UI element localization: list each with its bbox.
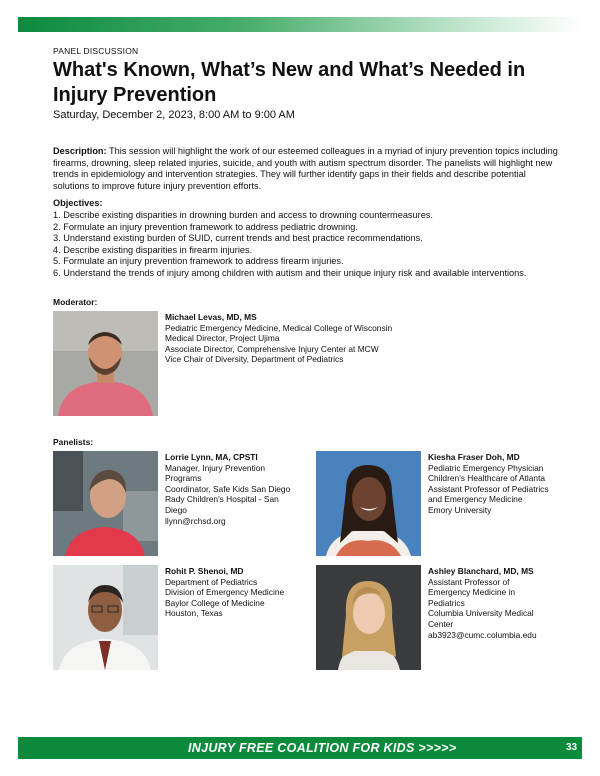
panelist-bio-rohit-shenoi [165,566,305,619]
bio-line: Emergency Medicine in [428,587,516,598]
bio-line: Houston, Texas [165,608,223,619]
footer-bar [18,737,582,759]
panelist-name: Ashley Blanchard, MD, MS [428,566,534,576]
objective-item: 3. Understand existing burden of SUID, current trends and best practice recommendations. [53,233,423,244]
bio-line: Manager, Injury Prevention [165,462,266,473]
moderator-name: Michael Levas, MD, MS [165,312,257,322]
bio-line: Rady Children's Hospital - San [165,494,279,505]
email-text: llynn@rchsd.org [165,515,226,526]
moderator-photo [53,311,158,416]
bio-line: Associate Director, Comprehensive Injury Center at MCW [165,343,379,354]
objectives-list [53,210,573,280]
objective-item: 6. Understand the trends of injury among children with autism and their unique injury risk and available interventions. [53,267,527,278]
bio-line: Assistant Professor of [428,576,510,587]
panelist-name: Kiesha Fraser Doh, MD [428,452,520,462]
page-number: 33 [566,742,578,753]
bio-line: Vice Chair of Diversity, Department of Pediatrics [165,354,344,365]
page-title: What's Known, What’s New and What’s Needed in Injury Prevention [53,59,526,106]
panelist-photo-rohit-shenoi [53,565,158,670]
objective-item: 2. Formulate an injury prevention framework to address pediatric drowning. [53,221,358,232]
bio-line: Center [428,618,454,629]
bio-line: Division of Emergency Medicine [165,587,285,598]
description-label: Description: [53,146,107,156]
description-paragraph [53,146,563,192]
panelist-photo-ashley-blanchard [316,565,421,670]
bio-line: Emory University [428,504,492,515]
session-datetime: Saturday, December 2, 2023, 8:00 AM to 9:00 AM [53,109,295,121]
kicker-label: PANEL DISCUSSION [53,46,139,56]
objective-item: 1. Describe existing disparities in drowning burden and access to drowning countermeasures. [53,210,433,220]
bio-line: Department of Pediatrics [165,576,258,587]
panelists-label: Panelists: [53,437,94,447]
objective-item: 5. Formulate an injury prevention framework to address firearm injuries. [53,256,344,267]
panelist-bio-lorrie-lynn [165,452,305,526]
description-text: This session will highlight the work of our esteemed colleagues in a myriad of injury prevention topics including firearms, drowning, sleep related injuries, suicide, and youth with autism spectrum disorder. The panelists will highlight new trends in epidemiology and intervention strategies. They will further identify gaps in their fields and describe potential solutions to improve future injury prevention efforts. [53,146,558,191]
header-gradient-bar [18,17,582,32]
bio-line: Pediatrics [428,597,465,608]
bio-line: Diego [165,504,187,515]
moderator-label: Moderator: [53,297,98,307]
bio-line: Programs [165,473,202,484]
panelist-name: Lorrie Lynn, MA, CPSTI [165,452,258,462]
panelist-bio-ashley-blanchard [428,566,578,640]
objective-item: 4. Describe existing disparities in firearm injuries. [53,244,253,255]
panelist-photo-kiesha-fraser-doh [316,451,421,556]
bio-line: Medical Director, Project Ujima [165,333,280,344]
panelist-photo-lorrie-lynn [53,451,158,556]
panelist-name: Rohit P. Shenoi, MD [165,566,244,576]
bio-line: Pediatric Emergency Medicine, Medical College of Wisconsin [165,322,393,333]
bio-line: Coordinator, Safe Kids San Diego [165,483,291,494]
moderator-bio [165,312,465,365]
bio-line: Assistant Professor of Pediatrics [428,483,549,494]
bio-line: Children's Healthcare of Atlanta [428,473,546,484]
bio-line: Baylor College of Medicine [165,597,265,608]
bio-line: Pediatric Emergency Physician [428,462,544,473]
panelist-bio-kiesha-fraser-doh [428,452,578,516]
footer-title: INJURY FREE COALITION FOR KIDS >>>>> [188,741,457,755]
bio-line: and Emergency Medicine [428,494,523,505]
bio-line: Columbia University Medical [428,608,534,619]
email-text: ab3923@cumc.columbia.edu [428,629,537,640]
objectives-heading: Objectives: [53,198,103,208]
